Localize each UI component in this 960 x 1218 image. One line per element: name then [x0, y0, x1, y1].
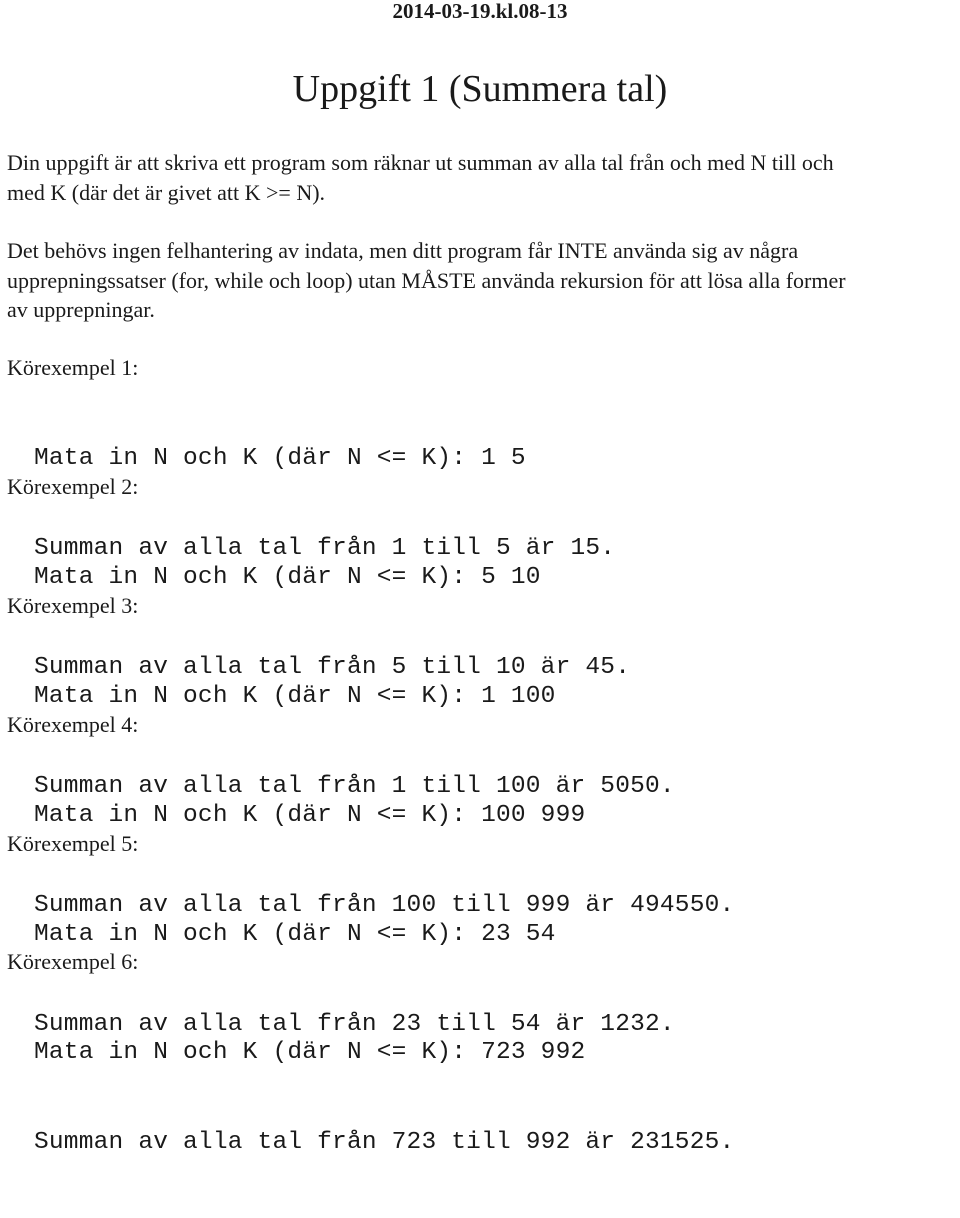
header-date: 2014-03-19.kl.08-13: [392, 0, 568, 23]
paragraph-line: Din uppgift är att skriva ett program som räknar ut summan av alla tal från och med N till och: [7, 150, 834, 175]
example-output-line: Summan av alla tal från 23 till 54 är 1232.: [34, 1011, 675, 1038]
example-output-line: Summan av alla tal från 1 till 100 är 5050.: [34, 773, 675, 800]
example-output-line: Summan av alla tal från 723 till 992 är 231525.: [34, 1129, 735, 1156]
task-description-paragraph: [7, 148, 960, 207]
example-heading: Körexempel 2:: [7, 474, 139, 499]
example-heading: Körexempel 4:: [7, 712, 139, 737]
page-title: Uppgift 1 (Summera tal): [292, 68, 668, 110]
example-input-line: Mata in N och K (där N <= K): 5 10: [34, 564, 541, 591]
example-code-block: [34, 978, 960, 1218]
example-input-line: Mata in N och K (där N <= K): 1 100: [34, 683, 556, 710]
example-output-line: Summan av alla tal från 5 till 10 är 45.: [34, 654, 631, 681]
example-input-line: Mata in N och K (där N <= K): 100 999: [34, 802, 586, 829]
example-input-line: Mata in N och K (där N <= K): 723 992: [34, 1039, 586, 1066]
example-input-line: Mata in N och K (där N <= K): 23 54: [34, 921, 556, 948]
example-heading: Körexempel 5:: [7, 831, 139, 856]
paragraph-line: med K (där det är givet att K >= N).: [7, 179, 326, 205]
example-heading: Körexempel 3:: [7, 593, 139, 618]
example-output-line: Summan av alla tal från 100 till 999 är 494550.: [34, 892, 735, 919]
paragraph-line: Det behövs ingen felhantering av indata, men ditt program får INTE använda sig av några: [7, 238, 799, 263]
requirements-paragraph: [7, 236, 960, 325]
paragraph-line: av upprepningar.: [7, 297, 155, 322]
example-output-line: Summan av alla tal från 1 till 5 är 15.: [34, 535, 616, 562]
run-example-6: [7, 948, 960, 1218]
example-heading: Körexempel 6:: [7, 949, 139, 974]
paragraph-line: upprepningssatser (for, while och loop) utan MÅSTE använda rekursion för att lösa alla former: [7, 267, 846, 293]
example-heading: Körexempel 1:: [7, 355, 139, 380]
example-input-line: Mata in N och K (där N <= K): 1 5: [34, 445, 526, 472]
